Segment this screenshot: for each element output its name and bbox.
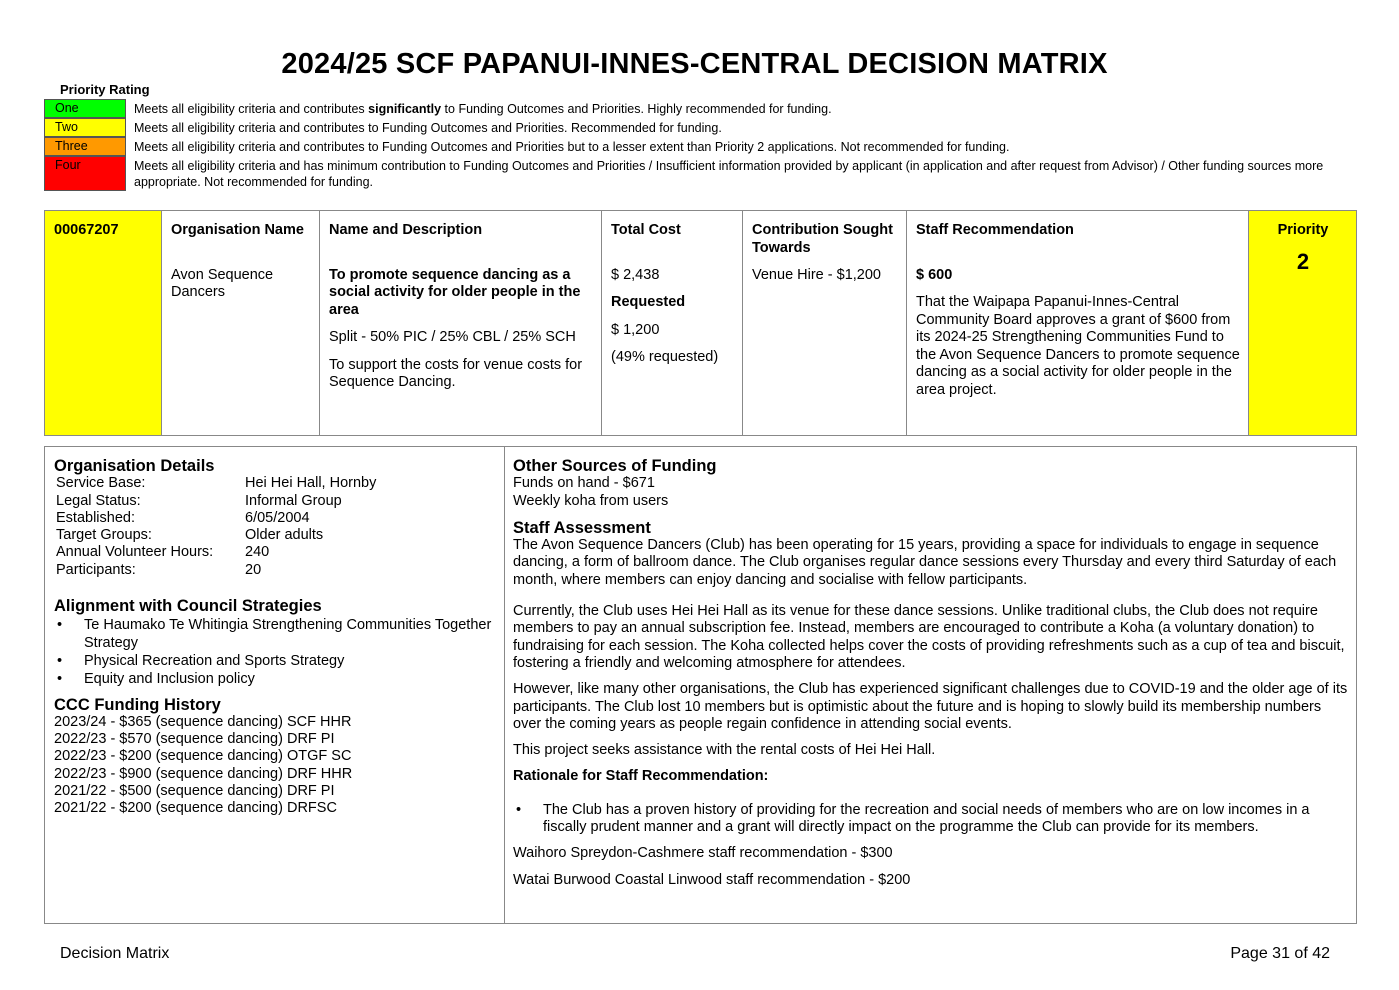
org-name: Avon Sequence Dancers bbox=[171, 266, 274, 300]
priority-header: Priority bbox=[1277, 222, 1329, 238]
priority-desc-three: Meets all eligibility criteria and contributes to Funding Outcomes and Priorities but to a lesser extent than Priority 2 applications. Not recommended for funding. bbox=[134, 140, 1010, 154]
page-title: 2024/25 SCF PAPANUI-INNES-CENTRAL DECISION MATRIX bbox=[281, 48, 1108, 80]
contribution-value: Venue Hire - $1,200 bbox=[752, 267, 881, 283]
priority-row-three bbox=[44, 137, 1364, 156]
priority-desc-one: Meets all eligibility criteria and contributes significantly to Funding Outcomes and Priorities. Highly recommended for funding. bbox=[134, 102, 832, 116]
org-detail-row: Participants: 20 bbox=[56, 561, 262, 578]
rationale-heading: Rationale for Staff Recommendation: bbox=[513, 768, 769, 785]
footer-label: Decision Matrix bbox=[60, 945, 170, 962]
requested-label: Requested bbox=[611, 294, 686, 310]
org-name-header: Organisation Name bbox=[171, 222, 304, 238]
priority-value: 2 bbox=[1296, 248, 1310, 274]
priority-desc-four: Meets all eligibility criteria and has minimum contribution to Funding Outcomes and Priorities / Insufficient information provided by applicant (in application and after request from Advisor) / Other funding sources more appropriate. Not recommended for funding. bbox=[134, 159, 1324, 189]
funding-history-list bbox=[54, 714, 494, 818]
application-table bbox=[44, 210, 1357, 436]
list-item: • The Club has a proven history of providing for the recreation and social needs of members who are on low incomes in a fiscally prudent manner and a grant will directly impact on the programme the Club can provide for its members. bbox=[513, 802, 1348, 837]
alignment-list bbox=[54, 617, 494, 688]
priority-rating-heading: Priority Rating bbox=[60, 82, 150, 97]
priority-cell bbox=[1249, 211, 1357, 436]
staff-assessment-heading: Staff Assessment bbox=[513, 518, 651, 537]
right-column bbox=[513, 458, 1348, 898]
other-funding-heading: Other Sources of Funding bbox=[513, 457, 717, 475]
application-id: 00067207 bbox=[54, 222, 119, 238]
org-detail-row: Service Base: Hei Hei Hall, Hornby bbox=[56, 475, 377, 492]
priority-desc-two: Meets all eligibility criteria and contributes to Funding Outcomes and Priorities. Recommended for funding. bbox=[134, 121, 722, 135]
name-desc-cell bbox=[320, 211, 602, 436]
org-detail-row: Established: 6/05/2004 bbox=[56, 509, 310, 526]
org-details-heading: Organisation Details bbox=[54, 457, 215, 475]
other-funding-item: Weekly koha from users bbox=[513, 492, 669, 509]
org-details-list bbox=[56, 475, 494, 579]
project-description: To support the costs for venue costs for Sequence Dancing. bbox=[329, 356, 583, 390]
rec-amount: $ 600 bbox=[916, 266, 953, 283]
list-item: 2022/23 - $570 (sequence dancing) DRF PI bbox=[54, 731, 335, 748]
alignment-heading: Alignment with Council Strategies bbox=[54, 597, 322, 616]
details-divider bbox=[504, 446, 505, 924]
priority-swatch-one: One bbox=[44, 99, 126, 118]
left-column bbox=[54, 458, 494, 818]
list-item: 2021/22 - $500 (sequence dancing) DRF PI bbox=[54, 783, 335, 800]
assessment-paragraph: This project seeks assistance with the rental costs of Hei Hei Hall. bbox=[513, 742, 936, 759]
funding-history-heading: CCC Funding History bbox=[54, 695, 221, 714]
rec-text: That the Waipapa Papanui-Innes-Central Community Board approves a grant of $600 from its 2024-25 Strengthening Communities Fund to the Avon Sequence Dancers to promote sequence dancing as a social activity for older people in the area project. bbox=[916, 294, 1240, 398]
list-item: • Equity and Inclusion policy bbox=[54, 671, 494, 688]
list-item: 2021/22 - $200 (sequence dancing) DRFSC bbox=[54, 800, 337, 817]
page-number: Page 31 of 42 bbox=[1230, 945, 1330, 962]
org-name-cell bbox=[162, 211, 320, 436]
priority-swatch-two: Two bbox=[44, 118, 126, 137]
total-cost-header: Total Cost bbox=[611, 222, 681, 238]
list-item: • Te Haumako Te Whitingia Strengthening Communities Together Strategy bbox=[54, 617, 494, 652]
list-item: 2023/24 - $365 (sequence dancing) SCF HHR bbox=[54, 713, 352, 730]
other-board-recommendation: Waihoro Spreydon-Cashmere staff recommendation - $300 bbox=[513, 845, 893, 862]
assessment-paragraph: Currently, the Club uses Hei Hei Hall as its venue for these dance sessions. Unlike traditional clubs, the Club does not require members to pay an annual subscription fee. Instead, members are encouraged to contribute a Koha (a voluntary donation) to fundraising for each session. The Koha collected helps cover the costs of providing refreshments such as a cup of tea and biscuit, fostering a friendly and welcoming atmosphere for attendees. bbox=[513, 603, 1345, 671]
contribution-cell bbox=[743, 211, 907, 436]
priority-row-two bbox=[44, 118, 1364, 137]
funding-split: Split - 50% PIC / 25% CBL / 25% SCH bbox=[329, 329, 576, 345]
contribution-header: Contribution Sought Towards bbox=[752, 222, 893, 256]
list-item: • Physical Recreation and Sports Strategy bbox=[54, 653, 494, 670]
other-board-recommendation: Watai Burwood Coastal Linwood staff recommendation - $200 bbox=[513, 871, 911, 888]
staff-rec-header: Staff Recommendation bbox=[916, 222, 1074, 238]
priority-row-four bbox=[44, 156, 1364, 191]
project-title: To promote sequence dancing as a social activity for older people in the area bbox=[329, 266, 581, 318]
priority-swatch-four: Four bbox=[44, 156, 126, 191]
org-detail-row: Annual Volunteer Hours: 240 bbox=[56, 544, 270, 561]
priority-swatch-three: Three bbox=[44, 137, 126, 156]
rationale-list bbox=[513, 802, 1348, 837]
org-detail-row: Legal Status: Informal Group bbox=[56, 492, 342, 509]
org-detail-row: Target Groups: Older adults bbox=[56, 527, 324, 544]
staff-rec-cell bbox=[907, 211, 1249, 436]
total-cost-cell bbox=[602, 211, 743, 436]
list-item: 2022/23 - $200 (sequence dancing) OTGF SC bbox=[54, 748, 352, 765]
list-item: 2022/23 - $900 (sequence dancing) DRF HHR bbox=[54, 765, 353, 782]
name-desc-header: Name and Description bbox=[329, 222, 483, 238]
total-cost: $ 2,438 bbox=[611, 266, 660, 283]
requested-percent: (49% requested) bbox=[611, 349, 719, 365]
priority-row-one bbox=[44, 99, 1364, 118]
requested-amount: $ 1,200 bbox=[611, 321, 660, 338]
assessment-paragraph: However, like many other organisations, the Club has experienced significant challenges due to COVID-19 and the older age of its participants. The Club lost 10 members but is optimistic about the future and is hoping to slowly build its membership numbers over the coming years as people regain confidence in attending social events. bbox=[513, 681, 1348, 732]
assessment-paragraph: The Avon Sequence Dancers (Club) has been operating for 15 years, providing a space for individuals to engage in sequence dancing, a form of ballroom dance. The Club organises regular dance sessions every Thursday and every third Saturday of each month, where members can enjoy dancing and socialise with fellow participants. bbox=[513, 537, 1337, 588]
other-funding-item: Funds on hand - $671 bbox=[513, 475, 655, 492]
application-id-cell bbox=[45, 211, 162, 436]
